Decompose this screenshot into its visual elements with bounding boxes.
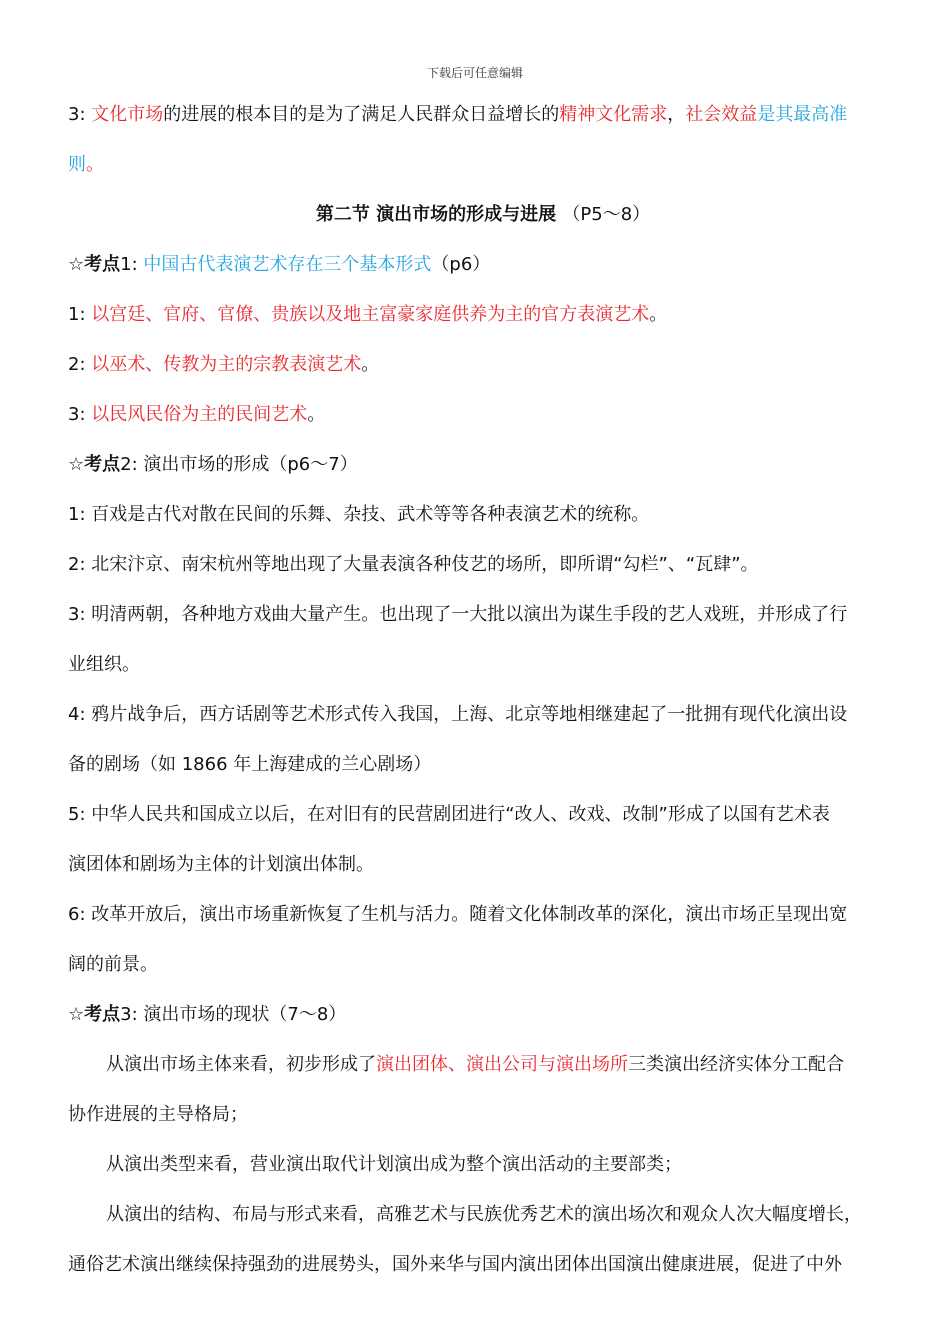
kp2-line: 4: 鸦片战争后，西方话剧等艺术形式传入我国，上海、北京等地相继建起了一批拥有现代化演出设	[68, 704, 848, 725]
kp2-label: 考点	[84, 454, 121, 475]
section-title	[68, 190, 898, 240]
kp3-paragraph-2: 从演出类型来看，营业演出取代计划演出成为整个演出活动的主要部类；	[106, 1154, 682, 1175]
intro-text: 的进展的根本目的是为了满足人民群众日益增长的	[163, 104, 560, 125]
kp2-heading	[68, 440, 898, 490]
section-title-text: 第二节 演出市场的形成与进展	[315, 204, 557, 225]
kp1-item-end: 。	[361, 354, 380, 375]
kp1-number: 1:	[120, 254, 144, 275]
kp1-item-1	[68, 290, 898, 340]
kp1-item-number: 2:	[68, 354, 92, 375]
highlight-highest-principle: 是其最高准	[757, 104, 848, 125]
kp2-line: 6: 改革开放后，演出市场重新恢复了生机与活力。随着文化体制改革的深化，演出市场正呈现出宽	[68, 904, 848, 925]
kp1-item-2	[68, 340, 898, 390]
kp1-label: 考点	[84, 254, 121, 275]
highlight-principle-end: 则	[68, 154, 86, 175]
kp2-title: 2: 演出市场的形成（p6～7）	[120, 454, 358, 475]
kp1-item-number: 3:	[68, 404, 92, 425]
kp3-label: 考点	[84, 1004, 121, 1025]
kp3-paragraph-1-cont: 协作进展的主导格局；	[68, 1104, 248, 1125]
highlight-social-benefit: 社会效益	[685, 104, 758, 125]
intro-period: 。	[86, 154, 104, 175]
kp1-heading	[68, 240, 898, 290]
kp2-line: 1: 百戏是古代对散在民间的乐舞、杂技、武术等等各种表演艺术的统称。	[68, 504, 650, 525]
page-header: 下载后可任意编辑	[426, 66, 523, 80]
section-pages: （P5～8）	[562, 204, 651, 225]
kp2-line: 2: 北宋汴京、南宋杭州等地出现了大量表演各种伎艺的场所，即所谓“勾栏”、“瓦肆”。	[68, 554, 759, 575]
kp1-item-text: 以民风民俗为主的民间艺术	[91, 404, 308, 425]
kp1-item-number: 1:	[68, 304, 92, 325]
star-icon: ☆	[68, 254, 85, 275]
kp2-line: 演团体和剧场为主体的计划演出体制。	[68, 854, 374, 875]
kp1-title: 中国古代表演艺术存在三个基本形式	[143, 254, 432, 275]
star-icon: ☆	[68, 1004, 85, 1025]
kp3-p1-text: 从演出市场主体来看，初步形成了	[106, 1054, 376, 1075]
kp1-item-end: 。	[649, 304, 668, 325]
kp1-page: （p6）	[431, 254, 491, 275]
kp2-line: 备的剧场（如 1866 年上海建成的兰心剧场）	[68, 754, 432, 775]
highlight-cultural-market: 文化市场	[91, 104, 164, 125]
document-body	[68, 90, 898, 1290]
kp3-paragraph-3-cont: 通俗艺术演出继续保持强劲的进展势头，国外来华与国内演出团体出国演出健康进展，促进了中外	[68, 1254, 842, 1275]
kp1-item-end: 。	[307, 404, 326, 425]
intro-number: 3:	[68, 104, 92, 125]
kp2-line: 5: 中华人民共和国成立以后，在对旧有的民营剧团进行“改人、改戏、改制”形成了以国有艺术表	[68, 804, 830, 825]
kp1-item-3	[68, 390, 898, 440]
kp3-heading	[68, 990, 898, 1040]
kp3-title: 3: 演出市场的现状（7～8）	[120, 1004, 347, 1025]
kp2-line: 业组织。	[68, 654, 140, 675]
kp2-line: 3: 明清两朝，各种地方戏曲大量产生。也出现了一大批以演出为谋生手段的艺人戏班，并形成了行	[68, 604, 848, 625]
kp3-paragraph-1	[68, 1040, 898, 1090]
kp1-item-text: 以巫术、传教为主的宗教表演艺术	[91, 354, 362, 375]
highlight-market-entities: 演出团体、演出公司与演出场所	[376, 1054, 628, 1075]
kp2-line: 阔的前景。	[68, 954, 158, 975]
kp1-item-text: 以宫廷、官府、官僚、贵族以及地主富豪家庭供养为主的官方表演艺术	[91, 304, 650, 325]
kp3-p1-text: 三类演出经济实体分工配合	[628, 1054, 844, 1075]
star-icon: ☆	[68, 454, 85, 475]
highlight-spiritual-needs: 精神文化需求	[559, 104, 668, 125]
intro-line-1	[68, 90, 898, 140]
kp3-paragraph-3: 从演出的结构、布局与形式来看，高雅艺术与民族优秀艺术的演出场次和观众人次大幅度增长，	[106, 1204, 862, 1225]
intro-comma: ，	[667, 104, 686, 125]
intro-line-2	[68, 140, 898, 190]
